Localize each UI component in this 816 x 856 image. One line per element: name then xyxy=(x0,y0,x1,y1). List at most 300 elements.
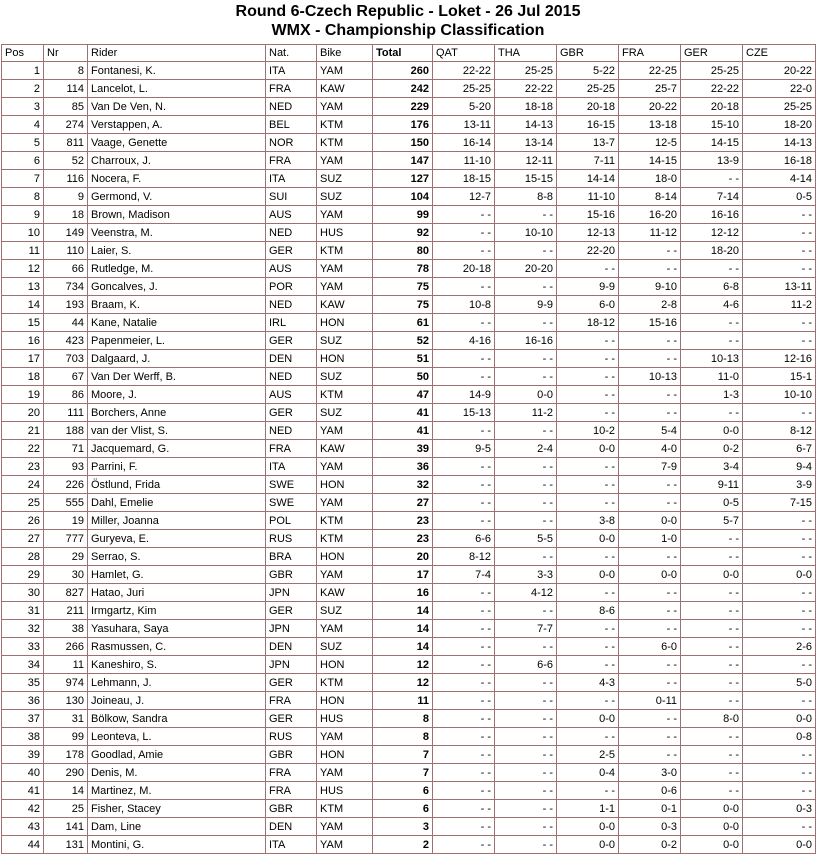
cell-pos: 23 xyxy=(2,458,44,476)
cell-gbr: 2-5 xyxy=(557,746,619,764)
cell-fra: - - xyxy=(619,386,681,404)
cell-total: 61 xyxy=(373,314,433,332)
cell-nr: 71 xyxy=(44,440,88,458)
cell-bike: SUZ xyxy=(317,368,373,386)
cell-cze: - - xyxy=(743,314,816,332)
cell-gbr: 11-10 xyxy=(557,188,619,206)
cell-total: 78 xyxy=(373,260,433,278)
cell-fra: - - xyxy=(619,476,681,494)
table-row xyxy=(2,584,816,602)
cell-rider: Goncalves, J. xyxy=(88,278,266,296)
cell-cze: 18-20 xyxy=(743,116,816,134)
cell-pos: 12 xyxy=(2,260,44,278)
table-row xyxy=(2,80,816,98)
cell-rider: Denis, M. xyxy=(88,764,266,782)
cell-bike: KAW xyxy=(317,296,373,314)
cell-nat: GBR xyxy=(266,566,317,584)
cell-gbr: - - xyxy=(557,458,619,476)
cell-total: 41 xyxy=(373,422,433,440)
cell-nat: FRA xyxy=(266,440,317,458)
cell-qat: - - xyxy=(433,746,495,764)
table-row xyxy=(2,350,816,368)
cell-tha: 18-18 xyxy=(495,98,557,116)
cell-total: 17 xyxy=(373,566,433,584)
cell-fra: 14-15 xyxy=(619,152,681,170)
cell-cze: 7-15 xyxy=(743,494,816,512)
cell-gbr: - - xyxy=(557,386,619,404)
cell-fra: 1-0 xyxy=(619,530,681,548)
cell-cze: 2-6 xyxy=(743,638,816,656)
cell-fra: - - xyxy=(619,674,681,692)
table-row xyxy=(2,638,816,656)
cell-tha: - - xyxy=(495,458,557,476)
cell-total: 127 xyxy=(373,170,433,188)
cell-pos: 9 xyxy=(2,206,44,224)
cell-fra: - - xyxy=(619,350,681,368)
cell-nr: 274 xyxy=(44,116,88,134)
cell-tha: - - xyxy=(495,494,557,512)
cell-fra: - - xyxy=(619,404,681,422)
cell-fra: - - xyxy=(619,584,681,602)
cell-total: 12 xyxy=(373,656,433,674)
table-row xyxy=(2,764,816,782)
cell-ger: - - xyxy=(681,656,743,674)
cell-ger: 22-22 xyxy=(681,80,743,98)
cell-cze: 10-10 xyxy=(743,386,816,404)
cell-rider: Yasuhara, Saya xyxy=(88,620,266,638)
cell-tha: - - xyxy=(495,602,557,620)
cell-cze: 20-22 xyxy=(743,62,816,80)
cell-pos: 11 xyxy=(2,242,44,260)
cell-ger: 6-8 xyxy=(681,278,743,296)
cell-cze: 0-3 xyxy=(743,800,816,818)
col-header-rider: Rider xyxy=(88,45,266,62)
cell-nr: 290 xyxy=(44,764,88,782)
cell-bike: YAM xyxy=(317,152,373,170)
cell-nat: ITA xyxy=(266,836,317,854)
cell-qat: - - xyxy=(433,836,495,854)
cell-pos: 37 xyxy=(2,710,44,728)
cell-ger: - - xyxy=(681,638,743,656)
cell-cze: - - xyxy=(743,224,816,242)
cell-fra: 25-7 xyxy=(619,80,681,98)
cell-total: 14 xyxy=(373,602,433,620)
cell-pos: 32 xyxy=(2,620,44,638)
cell-nr: 734 xyxy=(44,278,88,296)
cell-pos: 34 xyxy=(2,656,44,674)
cell-cze: 0-0 xyxy=(743,710,816,728)
cell-gbr: 8-6 xyxy=(557,602,619,620)
cell-total: 51 xyxy=(373,350,433,368)
cell-nr: 114 xyxy=(44,80,88,98)
cell-cze: - - xyxy=(743,260,816,278)
cell-rider: Östlund, Frida xyxy=(88,476,266,494)
cell-nat: RUS xyxy=(266,728,317,746)
cell-rider: Lehmann, J. xyxy=(88,674,266,692)
cell-pos: 2 xyxy=(2,80,44,98)
cell-nr: 211 xyxy=(44,602,88,620)
cell-tha: - - xyxy=(495,350,557,368)
cell-nat: BEL xyxy=(266,116,317,134)
cell-bike: YAM xyxy=(317,620,373,638)
cell-qat: - - xyxy=(433,350,495,368)
cell-qat: - - xyxy=(433,818,495,836)
cell-nat: POL xyxy=(266,512,317,530)
table-row xyxy=(2,512,816,530)
cell-total: 14 xyxy=(373,620,433,638)
cell-total: 27 xyxy=(373,494,433,512)
cell-qat: - - xyxy=(433,314,495,332)
cell-nr: 18 xyxy=(44,206,88,224)
cell-ger: - - xyxy=(681,332,743,350)
table-row xyxy=(2,296,816,314)
cell-qat: 15-13 xyxy=(433,404,495,422)
cell-rider: Kane, Natalie xyxy=(88,314,266,332)
cell-qat: - - xyxy=(433,692,495,710)
cell-pos: 25 xyxy=(2,494,44,512)
page-subtitle: WMX - Championship Classification xyxy=(271,22,545,39)
cell-tha: 12-11 xyxy=(495,152,557,170)
cell-total: 242 xyxy=(373,80,433,98)
cell-bike: KTM xyxy=(317,530,373,548)
cell-gbr: - - xyxy=(557,638,619,656)
cell-tha: 25-25 xyxy=(495,62,557,80)
cell-total: 229 xyxy=(373,98,433,116)
cell-nr: 93 xyxy=(44,458,88,476)
table-row xyxy=(2,98,816,116)
cell-cze: 22-0 xyxy=(743,80,816,98)
cell-pos: 36 xyxy=(2,692,44,710)
cell-pos: 13 xyxy=(2,278,44,296)
cell-nr: 130 xyxy=(44,692,88,710)
cell-nr: 193 xyxy=(44,296,88,314)
cell-pos: 27 xyxy=(2,530,44,548)
cell-pos: 24 xyxy=(2,476,44,494)
cell-fra: 5-4 xyxy=(619,422,681,440)
cell-ger: 5-7 xyxy=(681,512,743,530)
cell-bike: YAM xyxy=(317,494,373,512)
table-row xyxy=(2,710,816,728)
cell-total: 176 xyxy=(373,116,433,134)
cell-rider: Lancelot, L. xyxy=(88,80,266,98)
cell-nr: 974 xyxy=(44,674,88,692)
cell-qat: 4-16 xyxy=(433,332,495,350)
cell-ger: 0-2 xyxy=(681,440,743,458)
cell-nat: JPN xyxy=(266,656,317,674)
cell-ger: 0-5 xyxy=(681,494,743,512)
cell-total: 104 xyxy=(373,188,433,206)
cell-gbr: 15-16 xyxy=(557,206,619,224)
cell-bike: HUS xyxy=(317,782,373,800)
cell-bike: SUZ xyxy=(317,638,373,656)
table-row xyxy=(2,386,816,404)
cell-ger: - - xyxy=(681,728,743,746)
table-row xyxy=(2,206,816,224)
cell-nr: 777 xyxy=(44,530,88,548)
cell-gbr: 7-11 xyxy=(557,152,619,170)
cell-nat: GER xyxy=(266,332,317,350)
cell-ger: 9-11 xyxy=(681,476,743,494)
cell-nr: 111 xyxy=(44,404,88,422)
cell-total: 50 xyxy=(373,368,433,386)
cell-nat: SUI xyxy=(266,188,317,206)
cell-tha: - - xyxy=(495,278,557,296)
cell-fra: - - xyxy=(619,602,681,620)
cell-pos: 44 xyxy=(2,836,44,854)
cell-gbr: 4-3 xyxy=(557,674,619,692)
cell-nr: 110 xyxy=(44,242,88,260)
table-row xyxy=(2,674,816,692)
cell-gbr: 18-12 xyxy=(557,314,619,332)
cell-bike: KAW xyxy=(317,80,373,98)
cell-qat: 20-18 xyxy=(433,260,495,278)
cell-nr: 555 xyxy=(44,494,88,512)
cell-tha: 8-8 xyxy=(495,188,557,206)
cell-rider: Serrao, S. xyxy=(88,548,266,566)
cell-qat: - - xyxy=(433,224,495,242)
cell-bike: KTM xyxy=(317,134,373,152)
cell-pos: 22 xyxy=(2,440,44,458)
cell-rider: Dahl, Emelie xyxy=(88,494,266,512)
cell-pos: 15 xyxy=(2,314,44,332)
cell-nr: 188 xyxy=(44,422,88,440)
cell-ger: - - xyxy=(681,746,743,764)
cell-cze: 14-13 xyxy=(743,134,816,152)
cell-nat: GER xyxy=(266,710,317,728)
cell-total: 20 xyxy=(373,548,433,566)
cell-fra: 15-16 xyxy=(619,314,681,332)
cell-gbr: - - xyxy=(557,656,619,674)
cell-nat: NED xyxy=(266,296,317,314)
cell-fra: 0-11 xyxy=(619,692,681,710)
table-row xyxy=(2,620,816,638)
cell-tha: - - xyxy=(495,548,557,566)
cell-pos: 31 xyxy=(2,602,44,620)
col-header-qat: QAT xyxy=(433,45,495,62)
cell-gbr: 25-25 xyxy=(557,80,619,98)
cell-ger: 0-0 xyxy=(681,836,743,854)
cell-qat: - - xyxy=(433,494,495,512)
cell-gbr: 12-13 xyxy=(557,224,619,242)
cell-fra: 0-3 xyxy=(619,818,681,836)
cell-cze: - - xyxy=(743,548,816,566)
cell-ger: 20-18 xyxy=(681,98,743,116)
cell-pos: 16 xyxy=(2,332,44,350)
cell-nat: GBR xyxy=(266,746,317,764)
table-row xyxy=(2,242,816,260)
cell-total: 11 xyxy=(373,692,433,710)
cell-rider: Brown, Madison xyxy=(88,206,266,224)
cell-nat: IRL xyxy=(266,314,317,332)
cell-rider: Jacquemard, G. xyxy=(88,440,266,458)
cell-pos: 8 xyxy=(2,188,44,206)
cell-pos: 28 xyxy=(2,548,44,566)
cell-nr: 703 xyxy=(44,350,88,368)
cell-rider: Guryeva, E. xyxy=(88,530,266,548)
cell-cze: - - xyxy=(743,512,816,530)
cell-nr: 85 xyxy=(44,98,88,116)
cell-pos: 42 xyxy=(2,800,44,818)
cell-nr: 423 xyxy=(44,332,88,350)
cell-total: 52 xyxy=(373,332,433,350)
cell-cze: 6-7 xyxy=(743,440,816,458)
cell-nr: 52 xyxy=(44,152,88,170)
cell-rider: Laier, S. xyxy=(88,242,266,260)
cell-rider: van der Vlist, S. xyxy=(88,422,266,440)
cell-nr: 141 xyxy=(44,818,88,836)
table-row xyxy=(2,566,816,584)
cell-cze: 9-4 xyxy=(743,458,816,476)
cell-bike: YAM xyxy=(317,836,373,854)
cell-pos: 26 xyxy=(2,512,44,530)
cell-rider: Dalgaard, J. xyxy=(88,350,266,368)
cell-tha: 0-0 xyxy=(495,386,557,404)
cell-bike: HON xyxy=(317,746,373,764)
cell-tha: 16-16 xyxy=(495,332,557,350)
cell-nat: AUS xyxy=(266,206,317,224)
cell-gbr: - - xyxy=(557,476,619,494)
cell-fra: 4-0 xyxy=(619,440,681,458)
cell-fra: - - xyxy=(619,728,681,746)
cell-cze: 0-0 xyxy=(743,836,816,854)
cell-nr: 116 xyxy=(44,170,88,188)
cell-rider: Verstappen, A. xyxy=(88,116,266,134)
cell-pos: 43 xyxy=(2,818,44,836)
cell-rider: Vaage, Genette xyxy=(88,134,266,152)
cell-gbr: - - xyxy=(557,260,619,278)
cell-tha: 6-6 xyxy=(495,656,557,674)
table-row xyxy=(2,800,816,818)
cell-rider: Goodlad, Amie xyxy=(88,746,266,764)
cell-fra: 0-6 xyxy=(619,782,681,800)
cell-bike: YAM xyxy=(317,422,373,440)
col-header-ger: GER xyxy=(681,45,743,62)
table-row xyxy=(2,116,816,134)
table-row xyxy=(2,422,816,440)
cell-fra: - - xyxy=(619,242,681,260)
cell-cze: 12-16 xyxy=(743,350,816,368)
cell-cze: - - xyxy=(743,602,816,620)
cell-fra: 3-0 xyxy=(619,764,681,782)
cell-fra: 12-5 xyxy=(619,134,681,152)
cell-qat: 16-14 xyxy=(433,134,495,152)
cell-qat: - - xyxy=(433,242,495,260)
cell-rider: Dam, Line xyxy=(88,818,266,836)
cell-nat: GER xyxy=(266,242,317,260)
cell-bike: KTM xyxy=(317,512,373,530)
cell-total: 75 xyxy=(373,278,433,296)
cell-fra: 9-10 xyxy=(619,278,681,296)
cell-nat: ITA xyxy=(266,170,317,188)
cell-bike: YAM xyxy=(317,458,373,476)
cell-total: 80 xyxy=(373,242,433,260)
cell-cze: - - xyxy=(743,818,816,836)
cell-bike: KTM xyxy=(317,386,373,404)
cell-ger: 1-3 xyxy=(681,386,743,404)
cell-tha: - - xyxy=(495,818,557,836)
cell-rider: Kaneshiro, S. xyxy=(88,656,266,674)
table-row xyxy=(2,62,816,80)
cell-bike: YAM xyxy=(317,62,373,80)
cell-ger: 8-0 xyxy=(681,710,743,728)
cell-bike: YAM xyxy=(317,818,373,836)
table-row xyxy=(2,260,816,278)
cell-gbr: 14-14 xyxy=(557,170,619,188)
cell-fra: 22-25 xyxy=(619,62,681,80)
cell-pos: 18 xyxy=(2,368,44,386)
cell-qat: - - xyxy=(433,710,495,728)
cell-nr: 31 xyxy=(44,710,88,728)
cell-tha: - - xyxy=(495,836,557,854)
cell-ger: 10-13 xyxy=(681,350,743,368)
cell-nat: GBR xyxy=(266,800,317,818)
cell-cze: - - xyxy=(743,764,816,782)
cell-nr: 38 xyxy=(44,620,88,638)
cell-pos: 33 xyxy=(2,638,44,656)
cell-pos: 3 xyxy=(2,98,44,116)
cell-bike: HUS xyxy=(317,224,373,242)
cell-nat: SWE xyxy=(266,476,317,494)
cell-gbr: 1-1 xyxy=(557,800,619,818)
cell-nat: NED xyxy=(266,224,317,242)
cell-nr: 30 xyxy=(44,566,88,584)
cell-rider: Papenmeier, L. xyxy=(88,332,266,350)
cell-total: 47 xyxy=(373,386,433,404)
cell-nr: 86 xyxy=(44,386,88,404)
table-row xyxy=(2,548,816,566)
cell-tha: - - xyxy=(495,782,557,800)
table-row xyxy=(2,818,816,836)
cell-cze: 8-12 xyxy=(743,422,816,440)
cell-rider: Miller, Joanna xyxy=(88,512,266,530)
cell-bike: YAM xyxy=(317,278,373,296)
cell-gbr: 16-15 xyxy=(557,116,619,134)
cell-total: 150 xyxy=(373,134,433,152)
cell-ger: - - xyxy=(681,548,743,566)
cell-pos: 5 xyxy=(2,134,44,152)
cell-gbr: - - xyxy=(557,404,619,422)
cell-tha: 15-15 xyxy=(495,170,557,188)
cell-pos: 10 xyxy=(2,224,44,242)
cell-bike: SUZ xyxy=(317,602,373,620)
cell-bike: HON xyxy=(317,548,373,566)
cell-rider: Martinez, M. xyxy=(88,782,266,800)
cell-gbr: 0-0 xyxy=(557,818,619,836)
cell-bike: SUZ xyxy=(317,332,373,350)
cell-total: 6 xyxy=(373,782,433,800)
cell-gbr: - - xyxy=(557,728,619,746)
cell-nat: FRA xyxy=(266,764,317,782)
cell-qat: - - xyxy=(433,782,495,800)
table-row xyxy=(2,170,816,188)
cell-ger: 25-25 xyxy=(681,62,743,80)
cell-nat: JPN xyxy=(266,620,317,638)
table-row xyxy=(2,746,816,764)
cell-gbr: - - xyxy=(557,494,619,512)
cell-cze: - - xyxy=(743,656,816,674)
cell-qat: 14-9 xyxy=(433,386,495,404)
col-header-pos: Pos xyxy=(2,45,44,62)
cell-total: 39 xyxy=(373,440,433,458)
cell-nr: 811 xyxy=(44,134,88,152)
cell-bike: HON xyxy=(317,350,373,368)
cell-cze: 0-5 xyxy=(743,188,816,206)
table-row xyxy=(2,602,816,620)
table-row xyxy=(2,494,816,512)
cell-fra: 20-22 xyxy=(619,98,681,116)
cell-cze: - - xyxy=(743,530,816,548)
cell-qat: 12-7 xyxy=(433,188,495,206)
